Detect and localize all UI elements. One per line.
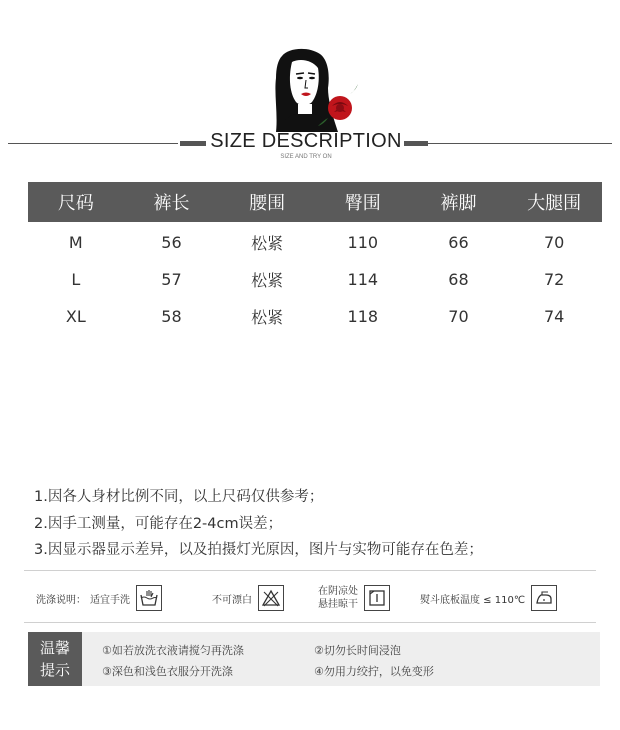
table-cell: 66 <box>448 233 469 252</box>
note-line: 1.因各人身材比例不同，以上尺码仅供参考； <box>34 489 324 505</box>
table-row <box>28 298 602 335</box>
table-cell: 70 <box>543 233 565 252</box>
page-title: SIZE DESCRIPTION <box>210 130 402 152</box>
tip-item: ①如若放洗衣液请搅匀再洗涤 <box>102 644 244 657</box>
table-cell: 58 <box>161 307 182 326</box>
size-table <box>28 182 602 335</box>
note-line: 3.因显示器显示差异，以及拍摄灯光原因，图片与实物可能存在色差； <box>34 542 483 558</box>
tips-badge <box>28 632 82 686</box>
title-divider-right <box>428 143 612 144</box>
table-header-row <box>28 182 602 222</box>
title-bar-left <box>180 141 206 146</box>
line-dry-label <box>318 585 358 611</box>
tip-item: ②切勿长时间浸泡 <box>314 644 401 657</box>
care-divider-top <box>24 570 596 571</box>
tips-badge-line2: 提示 <box>39 661 70 679</box>
table-cell: 70 <box>448 307 469 326</box>
table-cell: 110 <box>347 233 379 252</box>
column-header: 臀围 <box>315 182 411 222</box>
column-header: 裤长 <box>124 182 220 222</box>
column-header: 尺码 <box>28 182 124 222</box>
table-cell: M <box>68 233 83 252</box>
no-bleach-label: 不可漂白 <box>212 594 252 606</box>
title-divider-left <box>8 143 178 144</box>
table-cell: L <box>71 270 81 289</box>
hand-wash-icon <box>136 585 162 611</box>
tip-item: ③深色和浅色衣服分开洗涤 <box>102 665 233 678</box>
column-header: 裤脚 <box>411 182 507 222</box>
table-cell: 118 <box>347 307 379 326</box>
table-cell: 114 <box>347 270 379 289</box>
table-cell: 松紧 <box>251 271 284 290</box>
iron-label: 熨斗底板温度 ≤ 110℃ <box>420 594 526 606</box>
no-bleach-icon <box>258 585 284 611</box>
table-cell: 56 <box>161 233 182 252</box>
wash-label: 洗涤说明： <box>36 594 86 606</box>
column-header: 腰围 <box>219 182 315 222</box>
line-dry-icon <box>364 585 390 611</box>
table-cell: 松紧 <box>251 308 284 327</box>
table-cell: 57 <box>161 270 182 289</box>
table-cell: 72 <box>543 270 565 289</box>
page-subtitle: SIZE AND TRY ON <box>280 154 332 160</box>
iron-icon <box>531 585 557 611</box>
line-dry-label-line2: 悬挂晾干 <box>318 599 358 610</box>
note-line: 2.因手工测量，可能存在2-4cm误差； <box>34 515 283 532</box>
table-cell: 74 <box>543 307 565 326</box>
portrait-illustration <box>268 48 360 134</box>
size-notes <box>34 484 594 564</box>
table-cell: XL <box>65 307 86 326</box>
care-no-bleach <box>212 582 284 614</box>
care-hand-wash <box>36 582 162 614</box>
line-dry-label-line1: 在阴凉处 <box>318 586 358 597</box>
column-header: 大腿围 <box>506 182 602 222</box>
care-line-dry <box>318 582 390 614</box>
title-bar-right <box>404 141 428 146</box>
tip-item: ④勿用力绞拧，以免变形 <box>314 665 434 678</box>
tips-box <box>28 632 600 686</box>
care-divider-bottom <box>24 622 596 623</box>
hand-wash-label: 适宜手洗 <box>90 594 130 606</box>
care-iron <box>420 582 557 614</box>
table-row <box>28 261 602 298</box>
tips-badge-line1: 温馨 <box>39 639 70 657</box>
table-cell: 68 <box>448 270 469 289</box>
table-row <box>28 222 602 261</box>
table-cell: 松紧 <box>251 234 284 253</box>
